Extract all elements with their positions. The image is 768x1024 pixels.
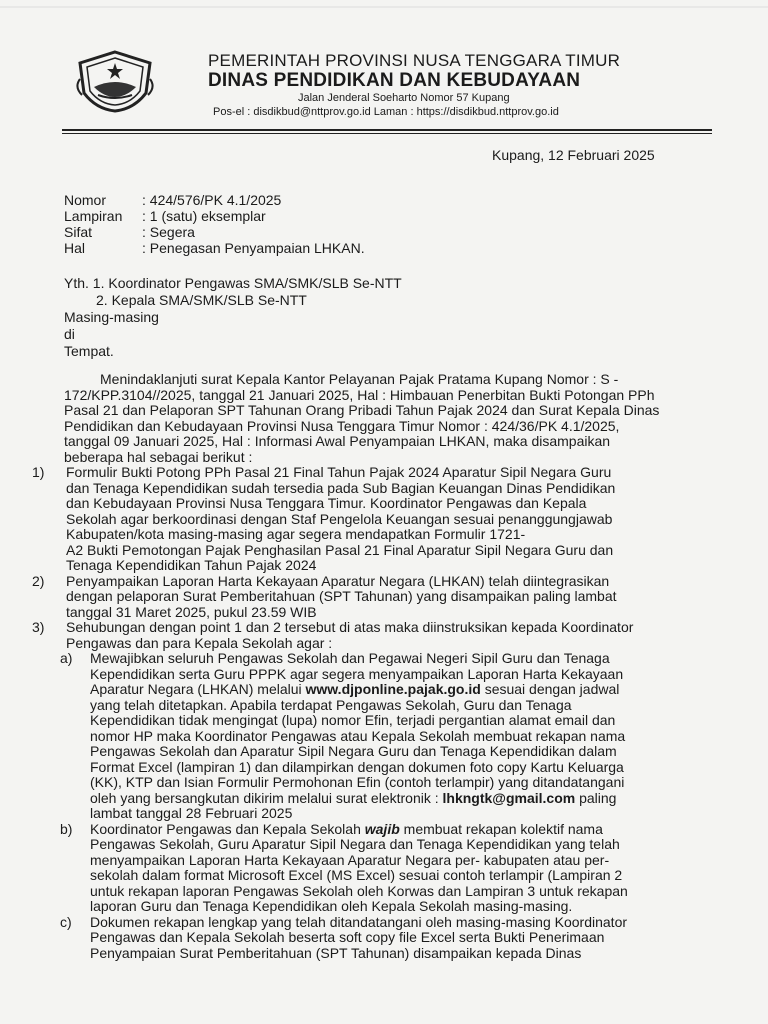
sub-point-c: c) Dokumen rekapan lengkap yang telah ditandatangani oleh masing-masing Koordinator: [60, 913, 628, 930]
meta-row-sifat: Sifat : Segera: [64, 224, 195, 240]
sub-point-a-line: Kependidikan serta Guru PPPK agar segera menyampaikan Laporan Harta Kekayaan: [90, 665, 624, 682]
agency-name: DINAS PENDIDIKAN DAN KEBUDAYAAN: [208, 70, 581, 91]
addressee-block: Yth. 1. Koordinator Pengawas SMA/SMK/SLB Se-NTT 2. Kepala SMA/SMK/SLB Se-NTT Masing-masing di Tempat.: [64, 275, 402, 359]
sub-point-a-line: lambat tanggal 28 Februari 2025: [90, 805, 293, 821]
intro-line: beberapa hal sebagai berikut :: [64, 448, 253, 465]
sub-point-b-line: sekolah dalam format Microsoft Excel (MS Excel) sesuai contoh terlampir (Lampiran 2: [90, 867, 623, 883]
sub-point-b-line: menyampaikan Laporan Harta Kekayaan Aparatur Negara per- kabupaten atau per-: [90, 851, 610, 868]
sub-point-a-line: yang telah ditetapkan. Apabila terdapat Pengawas Sekolah, Guru dan Tenaga: [90, 696, 572, 713]
point-3-line: Pengawas dan para Kepala Sekolah agar :: [66, 634, 333, 651]
intro-line: 172/KPP.3104//2025, tanggal 21 Januari 2025, Hal : Himbauan Penerbitan Bukti Potongan PPh: [64, 386, 655, 403]
intro-line: Pasal 21 dan Pelaporan SPT Tahunan Orang Pribadi Tahun Pajak 2024 dan Surat Kepala Dinas: [64, 402, 660, 418]
sub-point-a-line: Pengawas Sekolah dan Aparatur Sipil Negara Guru dan Tenaga Kependidikan dalam: [90, 743, 617, 759]
government-emblem-icon: [76, 49, 154, 113]
point-1-line: dan Tenaga Kependidikan sudah tersedia pada Sub Bagian Keuangan Dinas Pendidikan: [66, 479, 616, 496]
letter-date: Kupang, 12 Februari 2025: [492, 147, 655, 163]
sub-point-a-line: nomor HP maka Koordinator Pengawas atau Kepala Sekolah membuat rekapan nama: [90, 727, 626, 744]
sub-point-a-line: Kependidikan tidak mengingat (lupa) nomor Efin, terjadi pergantian alamat email dan: [90, 712, 616, 728]
letter-meta: [64, 192, 365, 256]
djponline-link[interactable]: www.djponline.pajak.go.id: [305, 681, 481, 697]
sub-point-a: a) Mewajibkan seluruh Pengawas Sekolah dan Pegawai Negeri Sipil Guru dan Tenaga: [60, 650, 610, 666]
meta-row-lampiran: Lampiran : 1 (satu) eksemplar: [64, 208, 266, 224]
government-name: PEMERINTAH PROVINSI NUSA TENGGARA TIMUR: [208, 51, 621, 70]
point-1-line: dan Kebudayaan Provinsi Nusa Tenggara Timur. Koordinator Pengawas dan Kepala: [66, 495, 587, 511]
emphasis-wajib: wajib: [364, 820, 400, 837]
sub-point-c-line: Pengawas dan Kepala Sekolah beserta soft copy file Excel serta Bukti Penerimaan: [90, 929, 605, 945]
agency-address: Jalan Jenderal Soeharto Nomor 57 Kupang: [298, 92, 510, 104]
point-1: 1) Formulir Bukti Potong PPh Pasal 21 Final Tahun Pajak 2024 Aparatur Sipil Negara Guru: [32, 464, 612, 480]
sub-point-a-line: (KK), KTP dan Isian Formulir Permohonan Efin (contoh terlampir) yang ditandatangani: [90, 774, 625, 790]
sub-point-c-line: Penyampaian Surat Pemberitahuan (SPT Tahunan) disampaikan kepada Dinas: [90, 944, 582, 961]
scan-artifact: [0, 6, 768, 8]
sub-point-b-line: laporan Guru dan Tenaga Kependidikan oleh Kepala Sekolah masing-masing.: [90, 898, 573, 914]
point-2: 2) Penyampaikan Laporan Harta Kekayaan Aparatur Negara (LHKAN) telah diintegrasikan: [32, 572, 610, 589]
sub-point-a-line: Aparatur Negara (LHKAN) melalui www.djponline.pajak.go.id sesuai dengan jadwal: [90, 681, 620, 697]
point-1-line: Kabupaten/kota masing-masing agar segera mendapatkan Formulir 1721-: [66, 526, 526, 542]
letter-body: [32, 371, 704, 961]
point-1-line: Sekolah agar berkoordinasi dengan Staf Pengelola Keuangan sesuai penanggungjawab: [66, 510, 613, 527]
sub-point-b-line: Pengawas Sekolah, Guru Aparatur Sipil Negara dan Tenaga Kependidikan yang telah: [90, 836, 620, 852]
point-1-line: A2 Bukti Pemotongan Pajak Penghasilan Pasal 21 Final Aparatur Sipil Negara Guru dan: [66, 541, 614, 558]
header-divider: [62, 129, 712, 131]
sub-point-b: b) Koordinator Pengawas dan Kepala Sekolah wajib membuat rekapan kolektif nama: [60, 820, 603, 837]
intro-line: Pendidikan dan Kebudayaan Provinsi Nusa Tenggara Timur Nomor : 424/36/PK 4.1/2025,: [64, 417, 620, 434]
sub-point-a-line: Format Excel (lampiran 1) dan dilampirkan dengan dokumen foto copy Kartu Keluarga: [90, 758, 624, 775]
point-3: 3) Sehubungan dengan point 1 dan 2 tersebut di atas maka diinstruksikan kepada Koordinator: [32, 619, 634, 635]
sub-point-b-line: untuk rekapan laporan Pengawas Sekolah oleh Korwas dan Lampiran 3 untuk rekapan: [90, 882, 628, 899]
intro-line: tanggal 09 Januari 2025, Hal : Informasi Awal Penyampaian LHKAN, maka disampaikan: [64, 433, 611, 449]
header-divider-thin: [62, 133, 712, 134]
meta-row-hal: Hal : Penegasan Penyampaian LHKAN.: [64, 240, 365, 256]
agency-contact: Pos-el : disdikbud@nttprov.go.id Laman : https://disdikbud.nttprov.go.id: [213, 106, 559, 118]
point-1-line: Tenaga Kependidikan Tahun Pajak 2024: [66, 557, 317, 573]
email-link[interactable]: lhkngtk@gmail.com: [442, 789, 576, 806]
point-2-line: dengan pelaporan Surat Pemberitahuan (SPT Tahunan) yang disampaikan paling lambat: [66, 588, 617, 604]
point-2-line: tanggal 31 Maret 2025, pukul 23.59 WIB: [66, 603, 317, 620]
meta-row-nomor: Nomor : 424/576/PK 4.1/2025: [64, 192, 282, 208]
sub-point-a-line: oleh yang bersangkutan dikirim melalui surat elektronik : lhkngtk@gmail.com paling: [90, 789, 617, 806]
intro-line: Menindaklanjuti surat Kepala Kantor Pelayanan Pajak Pratama Kupang Nomor : S -: [100, 371, 619, 387]
